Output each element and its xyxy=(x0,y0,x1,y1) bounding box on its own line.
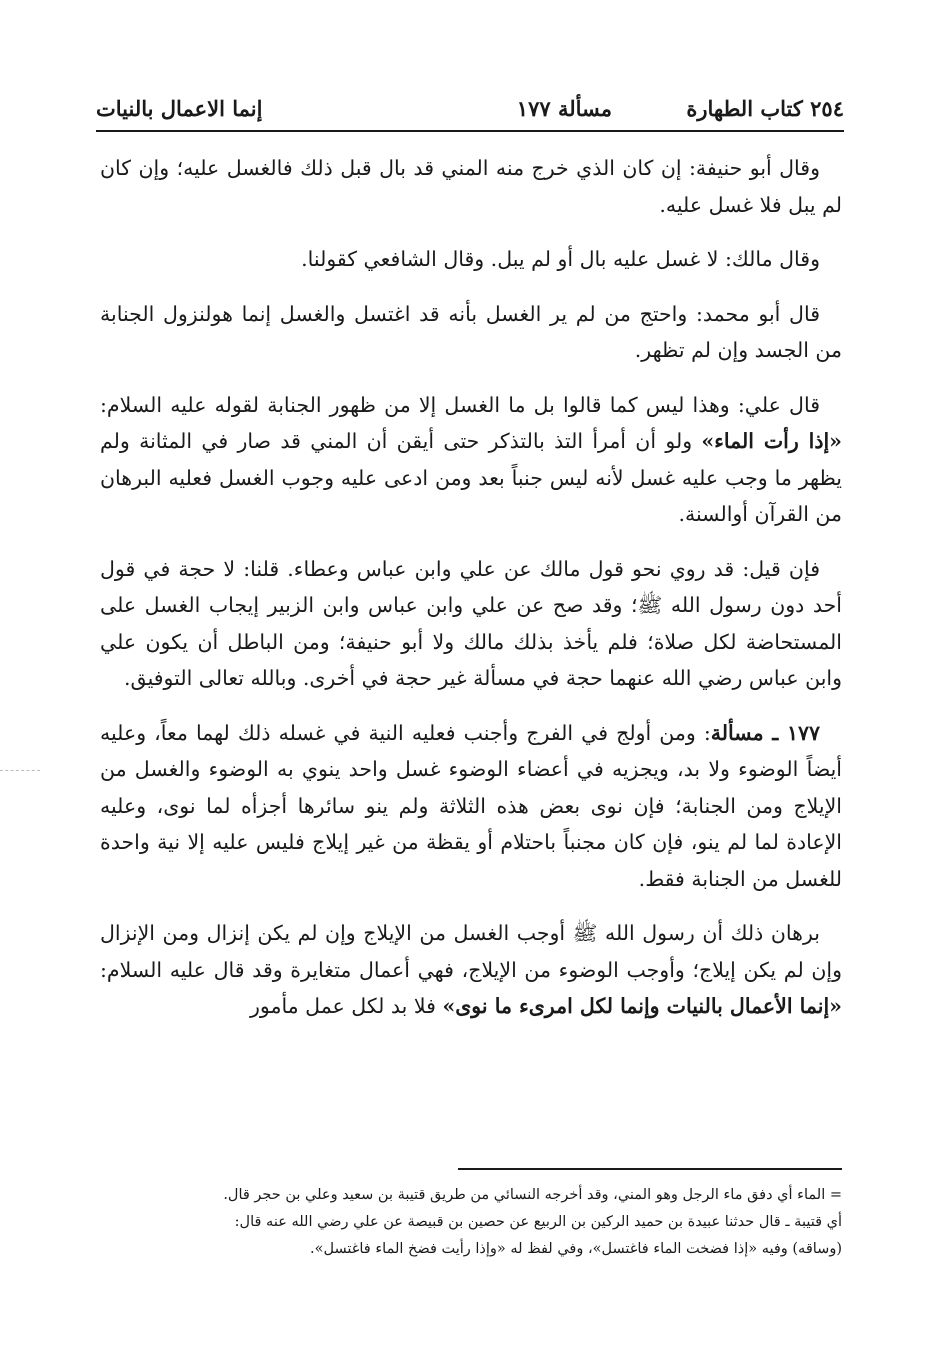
footnote-line: = الماء أي دفق ماء الرجل وهو المني، وقد أخرجه النسائي من طريق قتيبة بن سعيد وعلي بن حجر قال. xyxy=(223,1187,842,1203)
issue-number-label: ١٧٧ ـ مسألة xyxy=(710,720,821,745)
main-text xyxy=(100,150,842,1043)
paragraph-proof: برهان ذلك أن رسول الله ﷺ أوجب الغسل من الإيلاج وإن لم يكن إنزال ومن الإنزال وإن لم يكن إيلاج؛ وأوجب الوضوء من الإيلاج، فهي أعمال متغايرة وقد قال عليه السلام: «إنما الأعمال بالنيات وإنما لكل امرىء ما نوى» فلا بد لكل عمل مأمور xyxy=(100,921,842,1018)
page-number: ٢٥٤ xyxy=(810,96,844,121)
paragraph-issue-177: ١٧٧ ـ مسألة: ومن أولج في الفرج وأجنب فعليه النية في غسله ذلك لهما معاً، وعليه أيضاً الوضوء ولا بد، ويجزيه في أعضاء الوضوء غسل واحد ينوي به الوضوء والغسل من الإيلاج ومن الجنابة؛ فإن نوى بعض هذه الثلاثة ولم ينو سائرها أجزأه لما نوى، وعليه الإعادة لما لم ينو، فإن كان مجنباً باحتلام أو يقظة من غير إيلاج فليس عليه إلا نية واحدة للغسل من الجنابة فقط. xyxy=(100,720,842,891)
header-rule xyxy=(96,130,844,132)
paragraph-abu-muhammad: قال أبو محمد: واحتج من لم ير الغسل بأنه قد اغتسل والغسل إنما هولنزول الجنابة من الجسد وإن لم تظهر. xyxy=(100,301,842,362)
footnote-line: (وساقه) وفيه «إذا فضخت الماء فاغتسل»، وفي لفظ له «وإذا رأيت فضخ الماء فاغتسل». xyxy=(310,1241,842,1257)
footnotes xyxy=(100,1182,842,1263)
paragraph-ali: قال علي: وهذا ليس كما قالوا بل ما الغسل إلا من ظهور الجنابة لقوله عليه السلام: «إذا رأت الماء» ولو أن أمرأ التذ بالتذكر حتى أيقن أن المني قد صار في المثانة ولم يظهر ما وجب عليه غسل لأنه ليس جنباً بعد ومن ادعى عليه وجوب الغسل فعليه البرهان من القرآن أوالسنة. xyxy=(100,392,842,526)
section-title: إنما الاعمال بالنيات xyxy=(96,96,263,121)
issue-label: مسألة ١٧٧ xyxy=(516,96,612,121)
hadith-quote-intentions: «إنما الأعمال بالنيات وإنما لكل امرىء ما نوى» xyxy=(442,994,842,1018)
footnote-rule xyxy=(458,1168,842,1170)
paragraph-malik: وقال مالك: لا غسل عليه بال أو لم يبل. وقال الشافعي كقولنا. xyxy=(301,247,820,271)
running-header xyxy=(96,88,844,132)
paragraph-objection: فإن قيل: قد روي نحو قول مالك عن علي وابن عباس وعطاء. قلنا: لا حجة في قول أحد دون رسول الله ﷺ؛ وقد صح عن علي وابن عباس وابن الزبير إيجاب الغسل على المستحاضة لكل صلاة؛ فلم يأخذ بذلك مالك ولا أبو حنيفة؛ ومن الباطل أن يكون علي وابن عباس رضي الله عنهما حجة في مسألة غير حجة في أخرى. وبالله تعالى التوفيق. xyxy=(100,556,842,690)
header-page-and-book xyxy=(686,96,844,121)
hadith-quote: «إذا رأت الماء» xyxy=(701,429,842,453)
paragraph-abu-hanifa: وقال أبو حنيفة: إن كان الذي خرج منه المني قد بال قبل ذلك فالغسل عليه؛ وإن كان لم يبل فلا غسل عليه. xyxy=(100,156,842,217)
scan-margin-mark xyxy=(0,770,40,771)
footnote-line: أي قتيبة ـ قال حدثنا عبيدة بن حميد الركين بن الربيع عن حصين بن قبيصة عن علي رضي الله عنه قال: xyxy=(234,1214,842,1230)
book-title: كتاب الطهارة xyxy=(686,96,803,121)
